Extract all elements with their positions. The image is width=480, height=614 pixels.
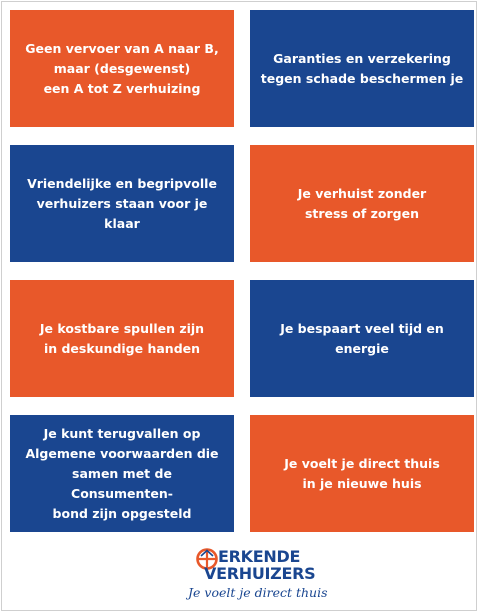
benefit-tile-save-time: Je bespaart veel tijd en energie: [250, 280, 474, 397]
benefits-panel: [1, 1, 477, 611]
benefit-tile-a-to-z-moving: Geen vervoer van A naar B, maar (desgewenst) een A tot Z verhuizing: [10, 10, 234, 127]
erkende-verhuizers-logo: [188, 545, 328, 607]
benefit-tile-no-stress: Je verhuist zonder stress of zorgen: [250, 145, 474, 262]
logo-wordmark-line1: ERKENDE: [218, 547, 301, 566]
benefit-tile-friendly-movers: Vriendelijke en begripvolle verhuizers staan voor je klaar: [10, 145, 234, 262]
benefit-tile-feel-at-home: Je voelt je direct thuis in je nieuwe huis: [250, 415, 474, 532]
logo-tagline: Je voelt je direct thuis: [188, 585, 328, 600]
benefit-tile-guarantees-insurance: Garanties en verzekering tegen schade beschermen je: [250, 10, 474, 127]
benefit-tile-expert-hands: Je kostbare spullen zijn in deskundige handen: [10, 280, 234, 397]
logo-wordmark-line2: VERHUIZERS: [204, 564, 316, 583]
benefit-tile-general-terms: Je kunt terugvallen op Algemene voorwaarden die samen met de Consumenten- bond zijn opgesteld: [10, 415, 234, 532]
